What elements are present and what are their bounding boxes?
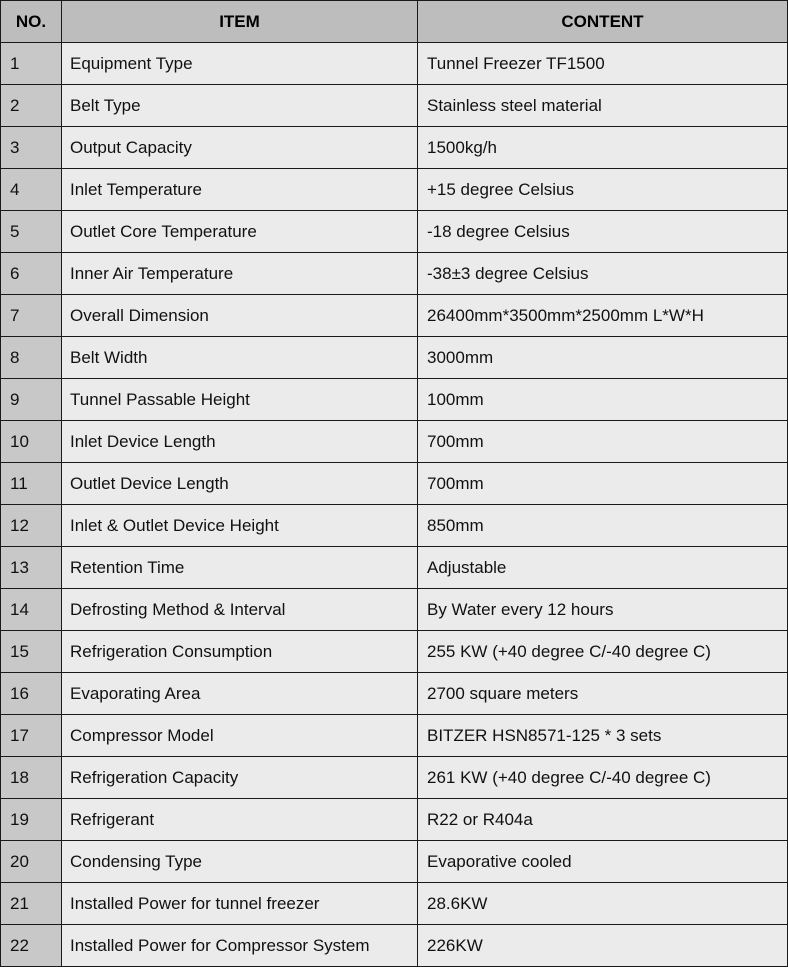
row-content: +15 degree Celsius bbox=[418, 169, 788, 211]
header-no: NO. bbox=[1, 1, 62, 43]
table-row bbox=[1, 925, 788, 967]
row-number: 11 bbox=[1, 463, 62, 505]
row-item: Inlet Device Length bbox=[62, 421, 418, 463]
row-content: 850mm bbox=[418, 505, 788, 547]
row-content: 261 KW (+40 degree C/-40 degree C) bbox=[418, 757, 788, 799]
row-item: Installed Power for tunnel freezer bbox=[62, 883, 418, 925]
row-number: 22 bbox=[1, 925, 62, 967]
table-row bbox=[1, 379, 788, 421]
table-row bbox=[1, 463, 788, 505]
row-number: 6 bbox=[1, 253, 62, 295]
header-row bbox=[1, 1, 788, 43]
row-content: 2700 square meters bbox=[418, 673, 788, 715]
row-number: 1 bbox=[1, 43, 62, 85]
table-row bbox=[1, 421, 788, 463]
row-item: Installed Power for Compressor System bbox=[62, 925, 418, 967]
row-content: -38±3 degree Celsius bbox=[418, 253, 788, 295]
row-content: -18 degree Celsius bbox=[418, 211, 788, 253]
row-item: Compressor Model bbox=[62, 715, 418, 757]
row-number: 10 bbox=[1, 421, 62, 463]
row-content: Stainless steel material bbox=[418, 85, 788, 127]
table-row bbox=[1, 883, 788, 925]
row-content: 3000mm bbox=[418, 337, 788, 379]
row-content: 700mm bbox=[418, 421, 788, 463]
row-item: Outlet Core Temperature bbox=[62, 211, 418, 253]
row-item: Belt Width bbox=[62, 337, 418, 379]
row-number: 7 bbox=[1, 295, 62, 337]
row-item: Condensing Type bbox=[62, 841, 418, 883]
table-row bbox=[1, 43, 788, 85]
row-number: 20 bbox=[1, 841, 62, 883]
row-content: Evaporative cooled bbox=[418, 841, 788, 883]
row-content: Tunnel Freezer TF1500 bbox=[418, 43, 788, 85]
table-row bbox=[1, 295, 788, 337]
spec-table-body bbox=[1, 43, 788, 967]
row-item: Refrigeration Consumption bbox=[62, 631, 418, 673]
row-item: Inlet & Outlet Device Height bbox=[62, 505, 418, 547]
row-item: Defrosting Method & Interval bbox=[62, 589, 418, 631]
table-row bbox=[1, 631, 788, 673]
row-number: 2 bbox=[1, 85, 62, 127]
row-number: 14 bbox=[1, 589, 62, 631]
row-item: Equipment Type bbox=[62, 43, 418, 85]
row-number: 3 bbox=[1, 127, 62, 169]
table-row bbox=[1, 127, 788, 169]
row-number: 9 bbox=[1, 379, 62, 421]
row-content: R22 or R404a bbox=[418, 799, 788, 841]
table-row bbox=[1, 169, 788, 211]
table-row bbox=[1, 253, 788, 295]
row-number: 16 bbox=[1, 673, 62, 715]
row-content: 700mm bbox=[418, 463, 788, 505]
row-item: Refrigerant bbox=[62, 799, 418, 841]
row-content: 1500kg/h bbox=[418, 127, 788, 169]
header-item: ITEM bbox=[62, 1, 418, 43]
table-row bbox=[1, 337, 788, 379]
row-item: Outlet Device Length bbox=[62, 463, 418, 505]
row-item: Evaporating Area bbox=[62, 673, 418, 715]
row-item: Belt Type bbox=[62, 85, 418, 127]
row-item: Inlet Temperature bbox=[62, 169, 418, 211]
row-number: 18 bbox=[1, 757, 62, 799]
row-number: 4 bbox=[1, 169, 62, 211]
table-row bbox=[1, 547, 788, 589]
table-row bbox=[1, 505, 788, 547]
row-item: Overall Dimension bbox=[62, 295, 418, 337]
row-number: 13 bbox=[1, 547, 62, 589]
row-number: 17 bbox=[1, 715, 62, 757]
row-content: 26400mm*3500mm*2500mm L*W*H bbox=[418, 295, 788, 337]
row-content: 255 KW (+40 degree C/-40 degree C) bbox=[418, 631, 788, 673]
row-number: 19 bbox=[1, 799, 62, 841]
row-content: BITZER HSN8571-125 * 3 sets bbox=[418, 715, 788, 757]
table-row bbox=[1, 757, 788, 799]
row-content: 226KW bbox=[418, 925, 788, 967]
row-content: 100mm bbox=[418, 379, 788, 421]
row-item: Refrigeration Capacity bbox=[62, 757, 418, 799]
row-item: Output Capacity bbox=[62, 127, 418, 169]
row-item: Inner Air Temperature bbox=[62, 253, 418, 295]
row-number: 21 bbox=[1, 883, 62, 925]
row-number: 5 bbox=[1, 211, 62, 253]
row-item: Tunnel Passable Height bbox=[62, 379, 418, 421]
row-content: Adjustable bbox=[418, 547, 788, 589]
table-row bbox=[1, 841, 788, 883]
row-content: 28.6KW bbox=[418, 883, 788, 925]
table-row bbox=[1, 799, 788, 841]
table-row bbox=[1, 85, 788, 127]
table-row bbox=[1, 211, 788, 253]
row-number: 8 bbox=[1, 337, 62, 379]
table-row bbox=[1, 715, 788, 757]
spec-table-header bbox=[1, 1, 788, 43]
row-number: 15 bbox=[1, 631, 62, 673]
header-content: CONTENT bbox=[418, 1, 788, 43]
table-row bbox=[1, 589, 788, 631]
table-row bbox=[1, 673, 788, 715]
row-item: Retention Time bbox=[62, 547, 418, 589]
row-number: 12 bbox=[1, 505, 62, 547]
row-content: By Water every 12 hours bbox=[418, 589, 788, 631]
